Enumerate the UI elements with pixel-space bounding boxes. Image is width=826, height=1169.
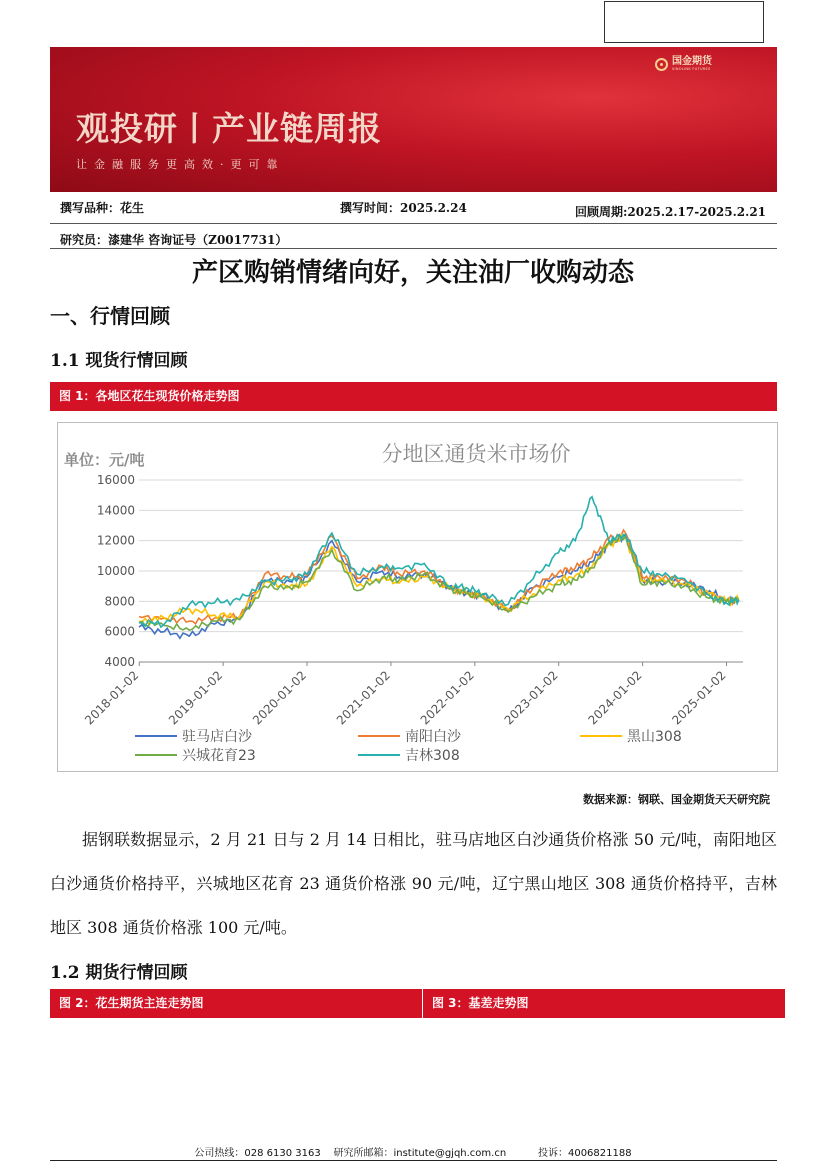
body-paragraph: [50, 818, 777, 950]
x-tick-label: 2025-01-02: [669, 668, 729, 728]
banner-title: 观投研丨产业链周报: [76, 109, 382, 148]
y-tick-label: 4000: [104, 655, 135, 669]
meta-researcher: 研究员：漆建华 咨询证号（Z0017731）: [60, 233, 288, 247]
x-tick-label: 2022-01-02: [417, 668, 477, 728]
logo-text: 国金期货: [672, 56, 712, 67]
series-line-1: [139, 536, 739, 639]
spot-price-chart: [58, 423, 777, 771]
y-tick-label: 12000: [96, 533, 135, 548]
x-tick-label: 2020-01-02: [249, 668, 310, 728]
report-banner: [50, 47, 777, 192]
meta-divider: [50, 223, 777, 224]
banner-slogan: 让金融服务更高效·更可靠: [76, 158, 285, 171]
logo-subtext: SINOLINK FUTURES: [672, 67, 711, 71]
y-tick-label: 6000: [104, 624, 135, 639]
footer-contact: 公司热线：028 6130 3163 研究所邮箱：institute@gjqh.com.cn 投诉：4006821188: [194, 1148, 632, 1159]
report-title: 产区购销情绪向好，关注油厂收购动态: [191, 258, 634, 288]
meta-variety: 撰写品种：花生: [60, 201, 145, 215]
y-tick-label: 8000: [104, 594, 135, 609]
header-box: [604, 1, 764, 43]
data-source: 数据来源：钢联、国金期货天天研究院: [583, 793, 770, 806]
chart-frame: [57, 422, 778, 772]
legend-label-3: 黑山308: [627, 729, 682, 745]
chart-title: 分地区通货米市场价: [381, 442, 571, 466]
section-heading-1-2: 1.2 期货行情回顾: [50, 963, 188, 983]
legend-label-1: 驻马店白沙: [182, 729, 252, 745]
logo-icon: [655, 58, 668, 71]
figure3-caption: 图 3：基差走势图: [423, 989, 785, 1018]
footer-divider: [50, 1160, 777, 1161]
figure2-caption: 图 2：花生期货主连走势图: [50, 989, 422, 1018]
x-tick-label: 2018-01-02: [82, 668, 142, 728]
y-tick-label: 16000: [96, 473, 135, 487]
section-heading-1-1: 1.1 现货行情回顾: [50, 351, 188, 371]
x-tick-label: 2019-01-02: [166, 668, 226, 728]
chart-ylabel: 单位：元/吨: [64, 451, 145, 469]
meta-review-period: 回顾周期:2025.2.17-2025.2.21: [575, 205, 767, 219]
x-tick-label: 2023-01-02: [501, 668, 561, 728]
legend-label-5: 吉林308: [405, 748, 460, 764]
x-tick-label: 2021-01-02: [333, 668, 394, 728]
legend-label-4: 兴城花育23: [182, 748, 256, 764]
series-line-5: [139, 497, 739, 627]
company-logo: [655, 57, 712, 71]
paragraph-text: 据钢联数据显示，2 月 21 日与 2 月 14 日相比，驻马店地区白沙通货价格涨 50 元/吨，南阳地区白沙通货价格持平，兴城地区花育 23 通货价格涨 90 元/吨，辽宁黑山地区 308 通货价格持平，吉林地区 308 通货价格涨 100 元/吨。: [50, 830, 777, 937]
meta-divider-2: [50, 248, 777, 249]
y-tick-label: 10000: [96, 564, 135, 578]
x-tick-label: 2024-01-02: [585, 668, 645, 728]
figure1-caption: 图 1：各地区花生现货价格走势图: [50, 382, 777, 411]
section-heading-1: 一、行情回顾: [50, 304, 170, 328]
legend-label-2: 南阳白沙: [405, 729, 461, 745]
y-tick-label: 14000: [96, 503, 135, 518]
meta-write-time: 撰写时间：2025.2.24: [340, 201, 467, 215]
